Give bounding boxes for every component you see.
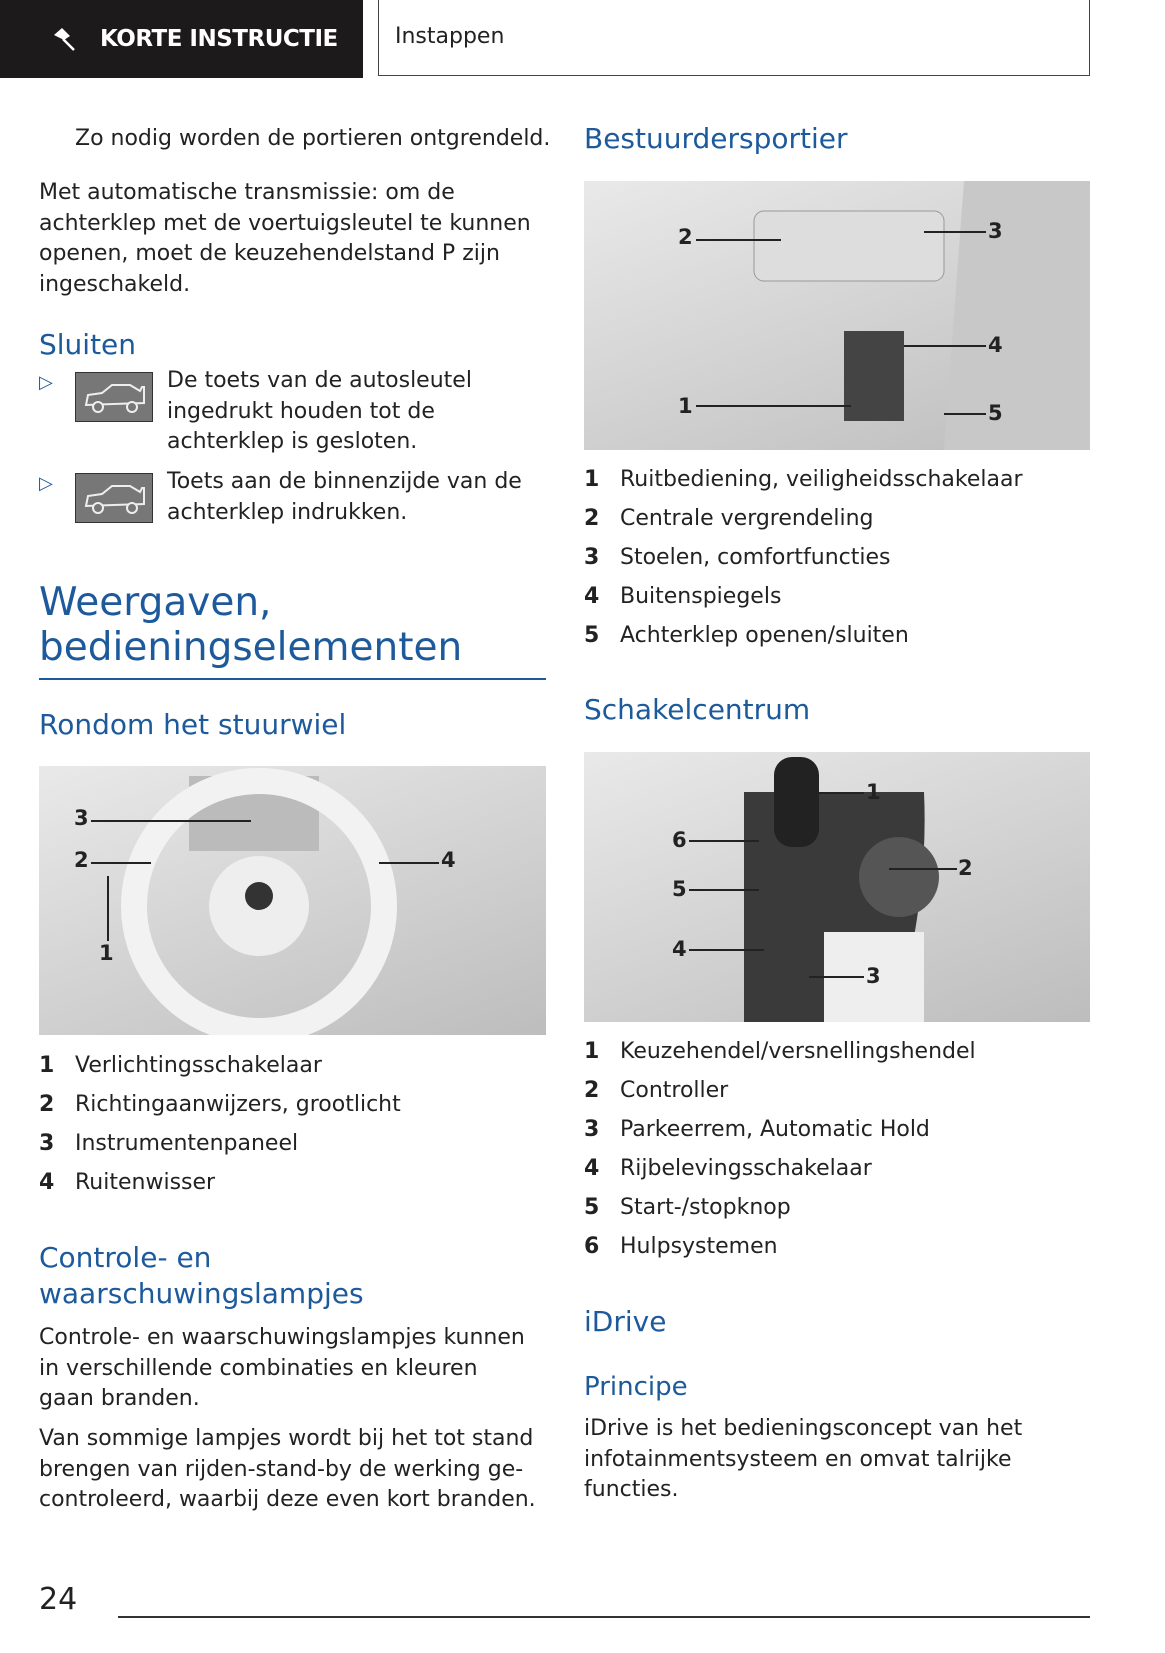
callout-line xyxy=(689,889,759,891)
triangle-bullet-icon: ▷ xyxy=(39,372,53,393)
legend-item xyxy=(584,499,1023,538)
callout-line xyxy=(944,413,986,415)
legend-item xyxy=(584,1188,976,1227)
callout-1: 1 xyxy=(678,394,693,418)
callout-1: 1 xyxy=(866,780,881,804)
schakel-legend xyxy=(584,1032,976,1266)
main-heading: Weergaven, bedieningselementen xyxy=(39,580,463,670)
legend-number: 3 xyxy=(584,1117,600,1142)
legend-number: 4 xyxy=(39,1170,55,1195)
callout-line xyxy=(904,345,986,347)
callout-4: 4 xyxy=(988,333,1003,357)
callout-5: 5 xyxy=(672,877,687,901)
legend-item xyxy=(584,1149,976,1188)
legend-text: Parkeerrem, Automatic Hold xyxy=(620,1117,930,1142)
callout-line xyxy=(696,405,851,407)
steering-wheel-icon xyxy=(39,766,546,1035)
paragraph: Van sommige lampjes wordt bij het tot stand brengen van rijden-stand-by de werking gecontroleerd, waarbij deze even kort branden. xyxy=(39,1426,536,1512)
legend-text: Ruitbediening, veiligheidsschakelaar xyxy=(620,467,1023,492)
heading-portier: Bestuurdersportier xyxy=(584,122,848,155)
callout-2: 2 xyxy=(74,848,89,872)
paragraph: Met automatische transmissie: om de achterklep met de voertuigsleutel te kunnen openen, moet de keuzehendelstand P zijn ingeschakeld. xyxy=(39,180,531,297)
legend-item xyxy=(39,1085,401,1124)
chapter-header xyxy=(378,0,1090,76)
callout-line xyxy=(91,862,151,864)
legend-number: 3 xyxy=(584,545,600,570)
legend-item xyxy=(584,1227,976,1266)
legend-number: 5 xyxy=(584,623,600,648)
legend-item xyxy=(39,1163,401,1202)
list-item xyxy=(39,368,549,458)
heading-rule xyxy=(39,678,546,680)
legend-number: 1 xyxy=(39,1053,55,1078)
paragraph: iDrive is het bedieningsconcept van het infotainmentsysteem en omvat talrijke functies. xyxy=(584,1416,1023,1502)
legend-text: Instrumentenpaneel xyxy=(75,1131,299,1156)
callout-line xyxy=(689,840,759,842)
callout-6: 6 xyxy=(672,828,687,852)
car-trunk-icon xyxy=(75,473,153,523)
heading-lampjes: Controle- en waarschuwingslampjes xyxy=(39,1241,364,1310)
legend-text: Richtingaanwijzers, grootlicht xyxy=(75,1092,401,1117)
legend-text: Achterklep openen/sluiten xyxy=(620,623,909,648)
callout-5: 5 xyxy=(988,401,1003,425)
list-item xyxy=(39,469,549,528)
heading-idrive: iDrive xyxy=(584,1305,667,1338)
legend-text: Keuzehendel/versnellingshendel xyxy=(620,1039,976,1064)
section-header xyxy=(0,0,363,78)
legend-number: 4 xyxy=(584,1156,600,1181)
legend-number: 1 xyxy=(584,467,600,492)
legend-number: 2 xyxy=(39,1092,55,1117)
pin-icon xyxy=(50,25,78,53)
center-console-photo xyxy=(584,752,1090,1022)
legend-number: 6 xyxy=(584,1234,600,1259)
callout-line xyxy=(107,876,109,941)
heading-stuurwiel: Rondom het stuurwiel xyxy=(39,708,347,741)
callout-line xyxy=(889,868,957,870)
callout-3: 3 xyxy=(74,806,89,830)
door-photo xyxy=(584,181,1090,450)
section-title: KORTE INSTRUCTIE xyxy=(100,26,338,52)
legend-item xyxy=(584,577,1023,616)
triangle-bullet-icon: ▷ xyxy=(39,473,53,494)
list-item-text: De toets van de autosleutel ingedrukt houden tot de achterklep is gesloten. xyxy=(167,368,472,454)
legend-item xyxy=(584,538,1023,577)
list-item-text: Toets aan de binnenzijde van de achterklep indrukken. xyxy=(167,469,522,525)
callout-3: 3 xyxy=(866,964,881,988)
chapter-title: Instappen xyxy=(395,24,505,49)
legend-number: 3 xyxy=(39,1131,55,1156)
callout-line xyxy=(924,231,986,233)
intro-text: Zo nodig worden de portieren ontgrendeld. xyxy=(75,126,551,151)
callout-2: 2 xyxy=(678,225,693,249)
legend-text: Hulpsystemen xyxy=(620,1234,778,1259)
callout-4: 4 xyxy=(441,848,456,872)
legend-item xyxy=(584,1071,976,1110)
legend-text: Buitenspiegels xyxy=(620,584,782,609)
footer-rule xyxy=(118,1616,1090,1618)
callout-line xyxy=(379,862,439,864)
legend-item xyxy=(584,1032,976,1071)
paragraph: Controle- en waarschuwingslampjes kunnen in verschillende combinaties en kleuren gaan branden. xyxy=(39,1325,525,1411)
legend-text: Verlichtingsschakelaar xyxy=(75,1053,322,1078)
legend-text: Stoelen, comfortfuncties xyxy=(620,545,891,570)
legend-number: 1 xyxy=(584,1039,600,1064)
callout-line xyxy=(809,976,864,978)
callout-line xyxy=(796,792,864,794)
legend-text: Controller xyxy=(620,1078,729,1103)
legend-item xyxy=(39,1046,401,1085)
legend-item xyxy=(39,1124,401,1163)
callout-line xyxy=(91,820,251,822)
stuurwiel-legend xyxy=(39,1046,401,1202)
door-panel-icon xyxy=(584,181,1090,450)
legend-text: Centrale vergrendeling xyxy=(620,506,874,531)
car-trunk-icon xyxy=(75,372,153,422)
legend-number: 2 xyxy=(584,506,600,531)
legend-item xyxy=(584,460,1023,499)
legend-number: 5 xyxy=(584,1195,600,1220)
callout-line xyxy=(696,239,781,241)
callout-3: 3 xyxy=(988,219,1003,243)
legend-number: 4 xyxy=(584,584,600,609)
heading-principe: Principe xyxy=(584,1372,688,1402)
legend-text: Rijbelevingsschakelaar xyxy=(620,1156,872,1181)
callout-2: 2 xyxy=(958,856,973,880)
legend-number: 2 xyxy=(584,1078,600,1103)
portier-legend xyxy=(584,460,1023,655)
steering-wheel-photo xyxy=(39,766,546,1035)
page-number: 24 xyxy=(39,1582,78,1617)
callout-line xyxy=(689,949,764,951)
legend-item xyxy=(584,1110,976,1149)
legend-text: Start-/stopknop xyxy=(620,1195,791,1220)
heading-schakel: Schakelcentrum xyxy=(584,693,811,726)
callout-1: 1 xyxy=(99,941,114,965)
callout-4: 4 xyxy=(672,937,687,961)
heading-sluiten: Sluiten xyxy=(39,328,137,361)
legend-text: Ruitenwisser xyxy=(75,1170,216,1195)
legend-item xyxy=(584,616,1023,655)
